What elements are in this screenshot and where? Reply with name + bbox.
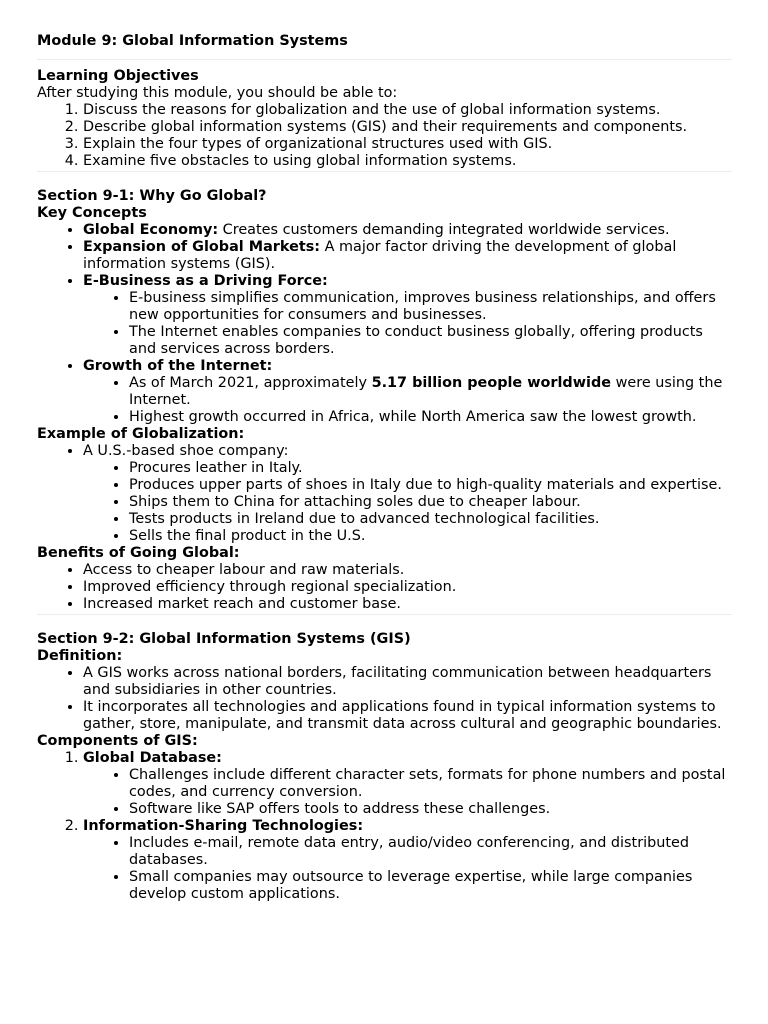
component-subitem: • Small companies may outsource to leverage expertise, while large companies develop custom applications. xyxy=(129,869,732,903)
concept-text: A major factor driving the development of global information systems (GIS). xyxy=(83,239,677,272)
example-subitem: • Produces upper parts of shoes in Italy due to high-quality materials and expertise. xyxy=(129,477,732,494)
internet-stat-post: were using the Internet. xyxy=(129,375,723,408)
example-item xyxy=(83,443,732,545)
objective-item: 3. Explain the four types of organizational structures used with GIS. xyxy=(83,136,732,153)
example-subitem: • Tests products in Ireland due to advanced technological facilities. xyxy=(129,511,732,528)
concept-sublist xyxy=(83,375,732,426)
definition-item: • A GIS works across national borders, facilitating communication between headquarters and subsidiaries in other countries. xyxy=(83,665,732,699)
concept-subitem: • Highest growth occurred in Africa, while North America saw the lowest growth. xyxy=(129,409,732,426)
benefits-heading: Benefits of Going Global: xyxy=(37,545,240,561)
module-title: Module 9: Global Information Systems xyxy=(37,33,348,49)
objectives-heading: Learning Objectives xyxy=(37,68,199,84)
concept-item xyxy=(83,222,732,239)
internet-stat-bold: 5.17 billion people worldwide xyxy=(371,375,612,391)
objective-item: 1. Discuss the reasons for globalization and the use of global information systems. xyxy=(83,102,732,119)
example-intro: A U.S.-based shoe company: xyxy=(83,443,289,459)
objectives-list xyxy=(37,102,732,170)
objectives-intro: After studying this module, you should be able to: xyxy=(37,85,398,101)
concept-text: Creates customers demanding integrated worldwide services. xyxy=(218,222,670,238)
section-2-heading: Section 9-2: Global Information Systems (GIS) xyxy=(37,631,411,647)
example-list xyxy=(37,443,732,545)
concept-label: Expansion of Global Markets: xyxy=(83,239,321,255)
components-list xyxy=(37,750,732,903)
concept-label: Global Economy: xyxy=(83,222,219,238)
divider xyxy=(37,614,732,615)
definition-heading: Definition: xyxy=(37,648,123,664)
benefit-item: • Increased market reach and customer base. xyxy=(83,596,732,613)
component-sublist xyxy=(83,767,732,818)
concept-label: Growth of the Internet: xyxy=(83,358,273,374)
key-concepts-list xyxy=(37,222,732,426)
internet-stat-pre: As of March 2021, approximately xyxy=(129,375,372,391)
definition-list xyxy=(37,665,732,733)
component-subitem: • Challenges include different character sets, formats for phone numbers and postal codes, and currency conversion. xyxy=(129,767,732,801)
concept-label: E-Business as a Driving Force: xyxy=(83,273,328,289)
example-heading: Example of Globalization: xyxy=(37,426,245,442)
component-subitem: • Includes e-mail, remote data entry, audio/video conferencing, and distributed databases. xyxy=(129,835,732,869)
concept-sublist xyxy=(83,290,732,358)
key-concepts-heading: Key Concepts xyxy=(37,205,147,221)
component-sublist xyxy=(83,835,732,903)
concept-item xyxy=(83,239,732,273)
example-subitem: • Sells the final product in the U.S. xyxy=(129,528,732,545)
concept-subitem: • The Internet enables companies to conduct business globally, offering products and services across borders. xyxy=(129,324,732,358)
component-subitem: • Software like SAP offers tools to address these challenges. xyxy=(129,801,732,818)
definition-item: • It incorporates all technologies and applications found in typical information systems to gather, store, manipulate, and transmit data across cultural and geographic boundaries. xyxy=(83,699,732,733)
divider xyxy=(37,171,732,172)
components-heading: Components of GIS: xyxy=(37,733,198,749)
component-item xyxy=(83,750,732,818)
divider xyxy=(37,59,732,60)
benefits-list xyxy=(37,562,732,613)
concept-item xyxy=(83,358,732,426)
concept-subitem xyxy=(129,375,732,409)
concept-item xyxy=(83,273,732,358)
objective-item: 4. Examine five obstacles to using global information systems. xyxy=(83,153,732,170)
example-sublist xyxy=(83,460,732,545)
component-label: Global Database: xyxy=(83,750,222,766)
component-item xyxy=(83,818,732,903)
example-subitem: • Procures leather in Italy. xyxy=(129,460,732,477)
section-1-heading: Section 9-1: Why Go Global? xyxy=(37,188,267,204)
example-subitem: • Ships them to China for attaching soles due to cheaper labour. xyxy=(129,494,732,511)
benefit-item: • Improved efficiency through regional specialization. xyxy=(83,579,732,596)
objective-item: 2. Describe global information systems (GIS) and their requirements and components. xyxy=(83,119,732,136)
concept-subitem: • E-business simplifies communication, improves business relationships, and offers new opportunities for consumers and businesses. xyxy=(129,290,732,324)
benefit-item: • Access to cheaper labour and raw materials. xyxy=(83,562,732,579)
component-label: Information-Sharing Technologies: xyxy=(83,818,364,834)
